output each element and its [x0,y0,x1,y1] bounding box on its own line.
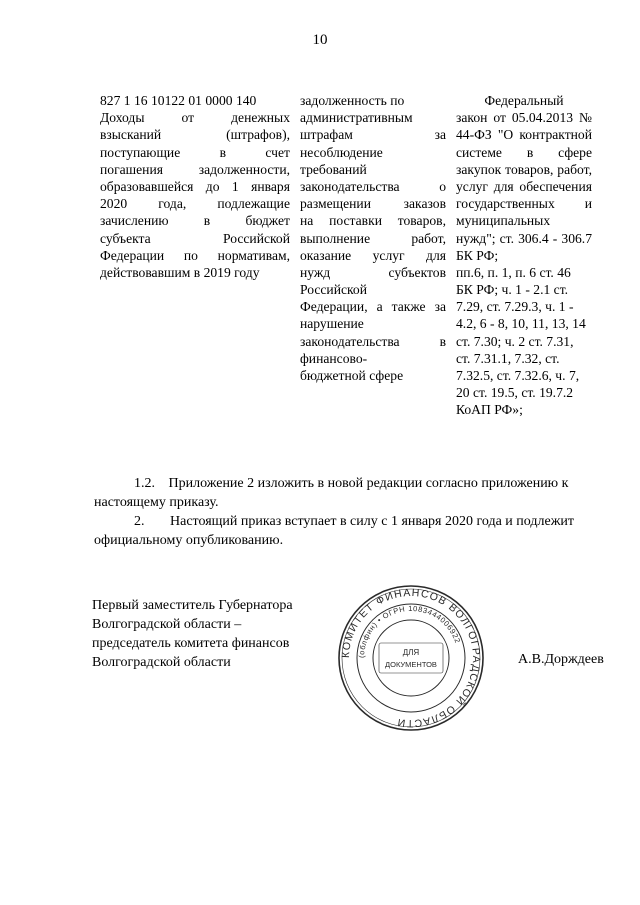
description-line: законодательства в [300,333,446,349]
paragraph-1-2 [94,474,614,512]
description-line: Российской [300,282,367,298]
revenue-text-line: погашения задолженности, [100,161,290,177]
legal-basis-line: ст. 7.30; ч. 2 ст. 7.31, [456,333,574,349]
legal-basis-line: ст. 7.31.1, 7.32, ст. [456,350,560,366]
description-line: на поставки товаров, [300,213,446,229]
description-line: выполнение работ, [300,230,446,246]
description-line: административным [300,110,413,126]
legal-basis-column [456,92,592,419]
revenue-text-line: взысканий (штрафов), [100,127,290,143]
description-line: размещении заказов [300,196,446,212]
legal-basis-line: муниципальных [456,213,551,229]
legal-basis-line: КоАП РФ»; [456,402,523,418]
legal-basis-line: государственных и [456,196,592,212]
seal-inner-ring [373,620,449,696]
legal-basis-line: пп.6, п. 1, п. 6 ст. 46 [456,264,571,280]
seal-outer-text: КОМИТЕТ ФИНАНСОВ ВОЛГОГРАДСКОЙ ОБЛАСТИ [339,586,483,730]
description-line: несоблюдение [300,144,383,160]
revenue-code-column [100,92,290,281]
legal-basis-line: закон от 05.04.2013 № [456,110,592,126]
position-line: Волгоградской области [92,655,231,670]
signatory-position [92,596,332,672]
paragraph-2 [94,512,614,550]
legal-basis-line: системе в сфере [456,144,592,160]
paragraph-text: Приложение 2 изложить в новой редакции согласно приложению к настоящему приказу. [94,476,569,510]
description-line: финансово- [300,350,368,366]
official-seal [336,583,486,733]
seal-center-text: ДОКУМЕНТОВ [385,660,437,669]
legal-basis-line: нужд"; ст. 306.4 - 306.7 [456,230,592,246]
description-line: нарушение [300,316,364,332]
legal-basis-line: БК РФ; [456,247,499,263]
page-number: 10 [312,32,328,48]
description-line: оказание услуг для [300,247,446,263]
seal-middle-text: (облфин) • ОГРН 1083444006922 [356,603,463,659]
legal-basis-line: 7.29, ст. 7.29.3, ч. 1 - [456,299,574,315]
revenue-text-line: действовавшим в 2019 году [100,264,260,280]
legal-basis-line: 44-ФЗ "О контрактной [456,127,592,143]
legal-basis-line: Федеральный [484,93,564,108]
revenue-text-line: Доходы от денежных [100,110,290,126]
legal-basis-line: 7.32.5, ст. 7.32.6, ч. 7, [456,368,580,383]
revenue-text-line: субъекта Российской [100,230,290,246]
description-line: требований [300,161,367,177]
legal-basis-line: услуг для обеспечения [456,178,592,194]
revenue-text-line: поступающие в счет [100,144,290,160]
description-line: штрафам за [300,127,446,143]
revenue-text-line: зачислению в бюджет [100,213,290,229]
description-line: Федерации, а также за [300,299,446,315]
description-line: законодательства о [300,178,446,194]
revenue-text-line: образовавшейся до 1 января [100,178,290,194]
description-line: задолженность по [300,93,405,108]
revenue-code: 827 1 16 10122 01 0000 140 [100,93,257,108]
revenue-text-line: 2020 года, подлежащие [100,196,290,212]
description-column [300,92,446,384]
legal-basis-line: 4.2, 6 - 8, 10, 11, 13, 14 [456,316,586,332]
description-line: нужд субъектов [300,264,446,280]
seal-center-text: ДЛЯ [402,648,420,657]
position-line: председатель комитета финансов [92,636,290,651]
legal-basis-line: 20 ст. 19.5, ст. 19.7.2 [456,385,574,401]
legal-basis-line: закупок товаров, работ, [456,161,592,177]
revenue-text-line: Федерации по нормативам, [100,247,290,263]
signatory-name: А.В.Дорждеев [518,652,604,667]
paragraph-number: 1.2. [134,476,155,491]
position-line: Первый заместитель Губернатора [92,598,293,613]
position-line: Волгоградской области – [92,617,242,632]
description-line: бюджетной сфере [300,368,404,383]
legal-basis-line: БК РФ; ч. 1 - 2.1 ст. [456,282,569,298]
paragraph-text: Настоящий приказ вступает в силу с 1 января 2020 года и подлежит официальному опубликованию. [94,514,574,548]
paragraph-number: 2. [134,514,145,529]
